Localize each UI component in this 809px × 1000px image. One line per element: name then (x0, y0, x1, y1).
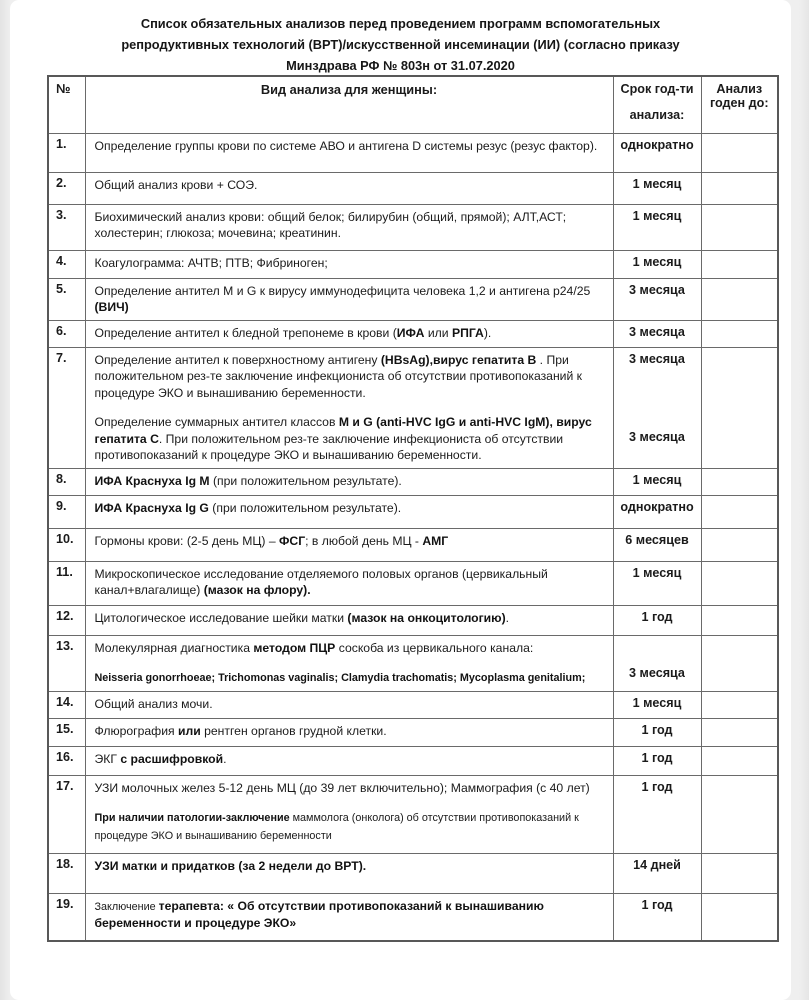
analysis-paragraph: Определение антител к поверхностному антигену (HBsAg),вирус гепатита В . При положительном рез-те заключение инфекциониста об отсутствии противопоказаний к процедуре ЭКО и вынашиванию беременности. (94, 352, 583, 400)
cell-analysis-description (85, 468, 613, 495)
cell-validity-period (613, 320, 701, 347)
validity-value: 14 дней (633, 857, 681, 872)
document-page (10, 0, 791, 1000)
cell-number: 9. (48, 495, 85, 528)
table-row (48, 320, 778, 347)
cell-analysis-description (85, 775, 613, 853)
cell-valid-until-empty (701, 691, 778, 718)
cell-analysis-description (85, 204, 613, 250)
cell-valid-until-empty (701, 561, 778, 605)
cell-validity-period (613, 172, 701, 204)
cell-valid-until-empty (701, 172, 778, 204)
cell-number: 6. (48, 320, 85, 347)
table-row (48, 605, 778, 635)
table-header-row (48, 76, 778, 133)
analysis-paragraph: Определение группы крови по системе АВО и антигена D системы резус (резус фактор). (94, 138, 598, 153)
cell-number: 14. (48, 691, 85, 718)
validity-value: 1 год (641, 750, 673, 765)
table-row (48, 775, 778, 853)
analysis-paragraph: УЗИ молочных желез 5-12 день МЦ (до 39 лет включительно); Маммография (с 40 лет) (94, 780, 590, 795)
cell-valid-until-empty (701, 528, 778, 561)
cell-number: 16. (48, 746, 85, 775)
cell-validity-period (613, 605, 701, 635)
cell-validity-period (613, 347, 701, 468)
header-valid-until-line1: Анализ (716, 82, 763, 96)
cell-validity-period (613, 746, 701, 775)
cell-analysis-description (85, 495, 613, 528)
cell-analysis-description (85, 853, 613, 893)
cell-valid-until-empty (701, 278, 778, 320)
cell-number: 15. (48, 718, 85, 746)
title-line-1: Список обязательных анализов перед проведением программ вспомогательных (140, 16, 661, 31)
cell-analysis-description (85, 528, 613, 561)
analysis-paragraph: Коагулограмма: АЧТВ; ПТВ; Фибриноген; (94, 255, 328, 270)
table-row (48, 172, 778, 204)
table-row (48, 204, 778, 250)
table-row (48, 635, 778, 691)
cell-valid-until-empty (701, 468, 778, 495)
validity-value: 1 месяц (632, 695, 682, 710)
cell-analysis-description (85, 691, 613, 718)
analysis-paragraph: Определение антител к бледной трепонеме в крови (ИФА или РПГА). (94, 325, 492, 340)
header-validity (613, 76, 701, 133)
validity-value: 1 год (641, 779, 673, 794)
title-line-2: репродуктивных технологий (ВРТ)/искусственной инсеминации (ИИ) (согласно приказу (121, 37, 680, 52)
cell-validity-period (613, 561, 701, 605)
validity-value: 1 месяц (632, 208, 682, 223)
table-row (48, 250, 778, 278)
validity-value: 1 месяц (632, 176, 682, 191)
cell-number: 17. (48, 775, 85, 853)
cell-number: 5. (48, 278, 85, 320)
analysis-paragraph: Флюрография или рентген органов грудной клетки. (94, 723, 387, 738)
validity-value: 1 месяц (632, 565, 682, 580)
cell-analysis-description (85, 718, 613, 746)
cell-validity-period (613, 468, 701, 495)
validity-value: 1 месяц (632, 254, 682, 269)
title-line-3: Минздрава РФ № 803н от 31.07.2020 (286, 58, 515, 73)
cell-number: 4. (48, 250, 85, 278)
cell-validity-period (613, 853, 701, 893)
cell-validity-period (613, 278, 701, 320)
cell-number: 19. (48, 893, 85, 941)
cell-valid-until-empty (701, 495, 778, 528)
cell-analysis-description (85, 746, 613, 775)
cell-analysis-description (85, 172, 613, 204)
analysis-paragraph: При наличии патологии-заключение маммолога (онколога) об отсутствии противопоказаний к процедуре ЭКО и вынашиванию беременности (94, 812, 579, 842)
cell-valid-until-empty (701, 775, 778, 853)
cell-valid-until-empty (701, 347, 778, 468)
header-number: № (48, 76, 85, 133)
table-row (48, 528, 778, 561)
cell-valid-until-empty (701, 320, 778, 347)
cell-analysis-description (85, 893, 613, 941)
cell-valid-until-empty (701, 250, 778, 278)
table-row (48, 495, 778, 528)
cell-valid-until-empty (701, 605, 778, 635)
cell-number: 1. (48, 133, 85, 172)
cell-number: 10. (48, 528, 85, 561)
cell-valid-until-empty (701, 635, 778, 691)
analyses-table (47, 75, 779, 942)
header-analysis-type: Вид анализа для женщины: (85, 76, 613, 133)
cell-validity-period (613, 893, 701, 941)
validity-value: 1 год (641, 609, 673, 624)
table-row (48, 278, 778, 320)
document-title (65, 13, 736, 76)
analysis-paragraph: Общий анализ мочи. (94, 696, 213, 711)
cell-validity-period (613, 250, 701, 278)
validity-value: 3 месяца (629, 282, 685, 297)
table-row (48, 718, 778, 746)
cell-analysis-description (85, 250, 613, 278)
cell-number: 2. (48, 172, 85, 204)
table-row (48, 893, 778, 941)
analysis-paragraph: ЭКГ с расшифровкой. (94, 751, 227, 766)
cell-validity-period (613, 204, 701, 250)
header-valid-until (701, 76, 778, 133)
analysis-paragraph: Neisseria gonorrhoeae; Trichomonas vaginalis; Clamydia trachomatis; Mycoplasma genitalium; (94, 672, 586, 684)
cell-analysis-description (85, 605, 613, 635)
analysis-paragraph: Общий анализ крови + СОЭ. (94, 177, 258, 192)
cell-validity-period (613, 635, 701, 691)
header-valid-until-line2: годен до: (709, 96, 769, 110)
header-validity-line2: анализа: (629, 108, 685, 122)
analysis-paragraph: ИФА Краснуха Ig G (при положительном результате). (94, 500, 402, 515)
cell-number: 13. (48, 635, 85, 691)
cell-validity-period (613, 775, 701, 853)
validity-value: 6 месяцев (625, 532, 689, 547)
cell-validity-period (613, 495, 701, 528)
cell-validity-period (613, 691, 701, 718)
validity-value: 3 месяца (629, 324, 685, 339)
table-row (48, 347, 778, 468)
cell-number: 7. (48, 347, 85, 468)
cell-analysis-description (85, 561, 613, 605)
analysis-paragraph: ИФА Краснуха Ig M (при положительном результате). (94, 473, 402, 488)
validity-value: однократно (620, 499, 694, 514)
table-row (48, 691, 778, 718)
table-row (48, 133, 778, 172)
cell-number: 3. (48, 204, 85, 250)
cell-valid-until-empty (701, 204, 778, 250)
validity-value: 3 месяца (629, 665, 685, 680)
analysis-paragraph: Гормоны крови: (2-5 день МЦ) – ФСГ; в любой день МЦ - АМГ (94, 533, 449, 548)
analysis-paragraph: Биохимический анализ крови: общий белок; билирубин (общий, прямой); АЛТ,АСТ; холестерин; глюкоза; мочевина; креатинин. (94, 209, 567, 240)
cell-number: 8. (48, 468, 85, 495)
cell-analysis-description (85, 278, 613, 320)
cell-validity-period (613, 133, 701, 172)
validity-value: 1 год (641, 722, 673, 737)
table-row (48, 561, 778, 605)
validity-value: 3 месяца (629, 351, 685, 366)
cell-valid-until-empty (701, 746, 778, 775)
cell-number: 12. (48, 605, 85, 635)
cell-valid-until-empty (701, 893, 778, 941)
header-validity-line1: Срок год-ти (620, 82, 694, 96)
cell-analysis-description (85, 347, 613, 468)
analysis-paragraph: Цитологическое исследование шейки матки (мазок на онкоцитологию). (94, 610, 510, 625)
validity-value: 3 месяца (629, 429, 685, 444)
cell-analysis-description (85, 635, 613, 691)
analysis-paragraph: Молекулярная диагностика методом ПЦР соскоба из цервикального канала: (94, 640, 534, 655)
cell-number: 11. (48, 561, 85, 605)
cell-validity-period (613, 718, 701, 746)
cell-valid-until-empty (701, 853, 778, 893)
table-row (48, 468, 778, 495)
validity-value: 1 месяц (632, 472, 682, 487)
validity-value: 1 год (641, 897, 673, 912)
cell-analysis-description (85, 133, 613, 172)
analysis-paragraph: УЗИ матки и придатков (за 2 недели до ВРТ). (94, 858, 367, 873)
cell-valid-until-empty (701, 133, 778, 172)
analysis-paragraph: Микроскопическое исследование отделяемого половых органов (цервикальный канал+влагалище) (мазок на флору). (94, 566, 548, 597)
analysis-paragraph: Определение суммарных антител классов М и G (anti-HVC IgG и anti-HVC IgM), вирус гепатита С. При положительном рез-те заключение инфекциониста об отсутствии противопоказаний к процедуре ЭКО и вынашиванию беременности. (94, 415, 592, 462)
table-row (48, 853, 778, 893)
cell-analysis-description (85, 320, 613, 347)
cell-valid-until-empty (701, 718, 778, 746)
analyses-table-body (48, 133, 778, 941)
analysis-paragraph: Заключение терапевта: « Об отсутствии противопоказаний к вынашиванию беременности и процедуре ЭКО» (94, 898, 544, 930)
table-row (48, 746, 778, 775)
cell-validity-period (613, 528, 701, 561)
validity-value: однократно (620, 137, 694, 152)
analysis-paragraph: Определение антител М и G к вирусу иммунодефицита человека 1,2 и антигена р24/25 (ВИЧ) (94, 283, 591, 314)
cell-number: 18. (48, 853, 85, 893)
